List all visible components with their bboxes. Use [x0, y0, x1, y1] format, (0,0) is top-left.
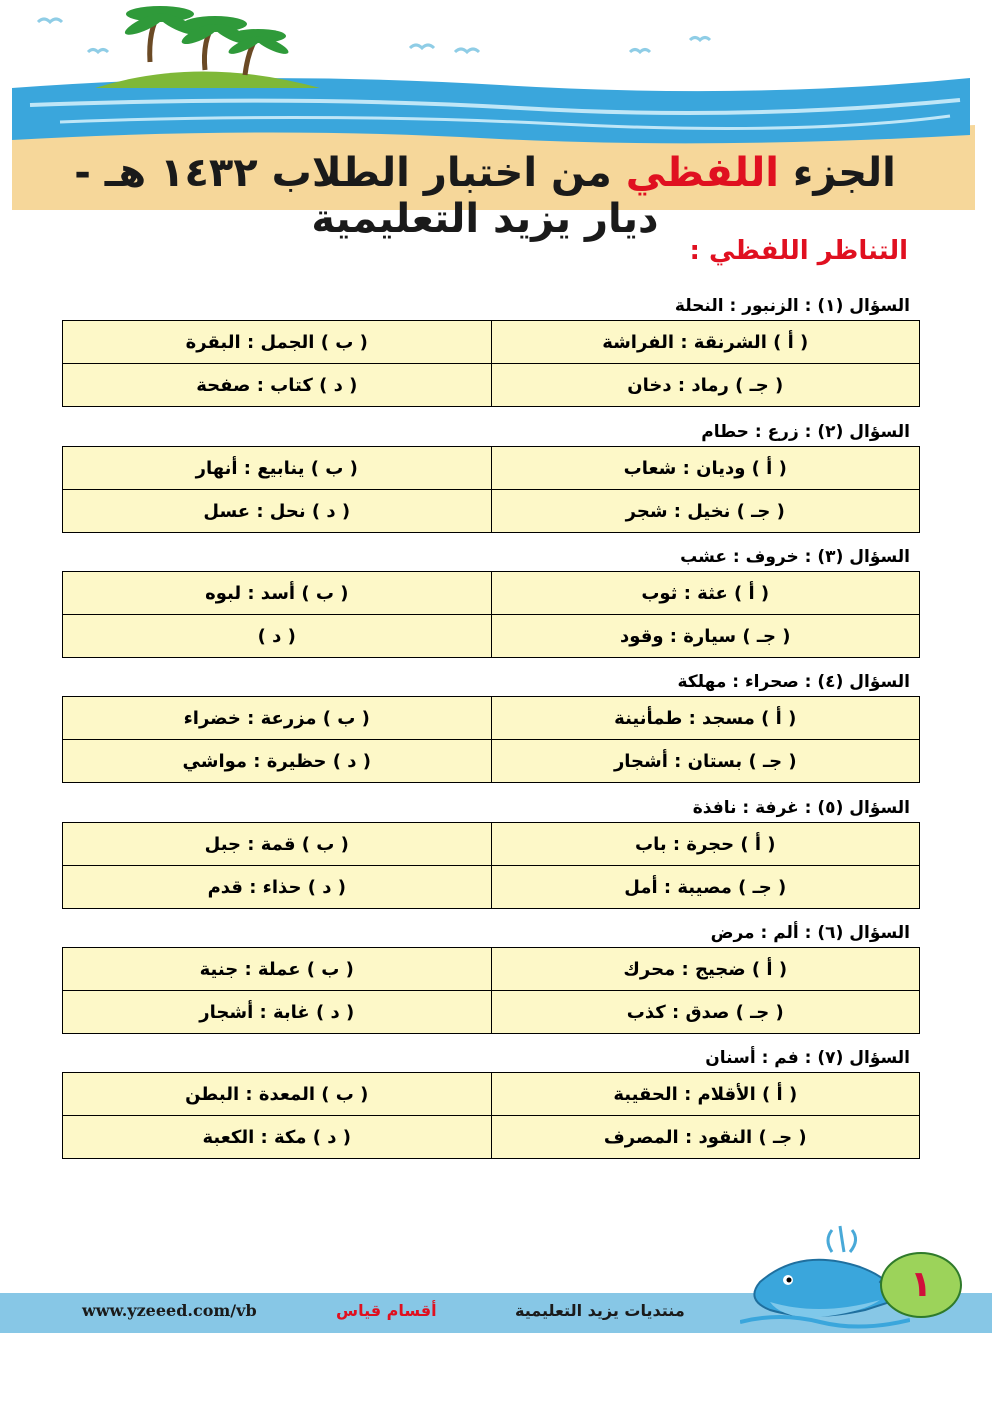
options-table: [62, 696, 920, 783]
question-label: السؤال (١) : الزنبور : النحلة: [674, 296, 910, 316]
title-highlight: اللفظي: [625, 150, 779, 196]
option-c[interactable]: ( جـ ) بستان : أشجار: [491, 740, 920, 783]
question-2: [62, 418, 920, 533]
question-4: [62, 668, 920, 783]
question-1: [62, 292, 920, 407]
question-7: [62, 1044, 920, 1159]
question-6: [62, 919, 920, 1034]
options-table: [62, 822, 920, 909]
option-a[interactable]: ( أ ) حجرة : باب: [491, 823, 920, 866]
question-label: السؤال (٦) : ألم : مرض: [710, 923, 910, 943]
option-a[interactable]: ( أ ) عثة : ثوب: [491, 572, 920, 615]
option-c[interactable]: ( جـ ) النقود : المصرف: [491, 1116, 920, 1159]
options-table: [62, 446, 920, 533]
option-c[interactable]: ( جـ ) رماد : دخان: [491, 364, 920, 407]
question-3: [62, 543, 920, 658]
option-a[interactable]: ( أ ) ضجيج : محرك: [491, 948, 920, 991]
options-table: [62, 320, 920, 407]
option-d[interactable]: ( د ) نحل : عسل: [63, 490, 492, 533]
option-b[interactable]: ( ب ) قمة : جبل: [63, 823, 492, 866]
option-b[interactable]: ( ب ) أسد : لبوه: [63, 572, 492, 615]
option-b[interactable]: ( ب ) ينابيع : أنهار: [63, 447, 492, 490]
question-label: السؤال (٣) : خروف : عشب: [680, 547, 910, 567]
option-a[interactable]: ( أ ) وديان : شعاب: [491, 447, 920, 490]
option-b[interactable]: ( ب ) الجمل : البقرة: [63, 321, 492, 364]
page-title: الجزء اللفظي من اختبار الطلاب ١٤٣٢ هـ - ديار يزيد التعليمية: [74, 150, 896, 242]
section-title: التناظر اللفظي :: [689, 236, 908, 266]
option-c[interactable]: ( جـ ) نخيل : شجر: [491, 490, 920, 533]
option-a[interactable]: ( أ ) الشرنقة : الفراشة: [491, 321, 920, 364]
option-b[interactable]: ( ب ) عملة : جنية: [63, 948, 492, 991]
question-label: السؤال (٢) : زرع : حطام: [701, 422, 910, 442]
options-table: [62, 571, 920, 658]
option-c[interactable]: ( جـ ) صدق : كذب: [491, 991, 920, 1034]
option-b[interactable]: ( ب ) المعدة : البطن: [63, 1073, 492, 1116]
option-a[interactable]: ( أ ) الأقلام : الحقيبة: [491, 1073, 920, 1116]
footer-forum-name: منتديات يزيد التعليمية: [515, 1301, 685, 1320]
option-c[interactable]: ( جـ ) سيارة : وقود: [491, 615, 920, 658]
option-d[interactable]: ( د ) مكة : الكعبة: [63, 1116, 492, 1159]
option-d[interactable]: ( د ) كتاب : صفحة: [63, 364, 492, 407]
page-number-badge: ١: [880, 1252, 962, 1318]
option-d[interactable]: ( د ) غابة : أشجار: [63, 991, 492, 1034]
option-d[interactable]: ( د ) حظيرة : مواشي: [63, 740, 492, 783]
options-table: [62, 947, 920, 1034]
question-label: السؤال (٧) : فم : أسنان: [705, 1048, 910, 1068]
footer-sections-link[interactable]: أقسام قياس: [336, 1301, 437, 1320]
option-d[interactable]: ( د ): [63, 615, 492, 658]
question-5: [62, 794, 920, 909]
footer-url-link[interactable]: www.yzeeed.com/vb: [82, 1301, 257, 1320]
option-a[interactable]: ( أ ) مسجد : طمأنينة: [491, 697, 920, 740]
option-b[interactable]: ( ب ) مزرعة : خضراء: [63, 697, 492, 740]
header-banner: [0, 0, 992, 242]
question-label: السؤال (٤) : صحراء : مهلكة: [677, 672, 910, 692]
option-d[interactable]: ( د ) حذاء : قدم: [63, 866, 492, 909]
question-label: السؤال (٥) : غرفة : نافذة: [692, 798, 910, 818]
options-table: [62, 1072, 920, 1159]
option-c[interactable]: ( جـ ) مصيبة : أمل: [491, 866, 920, 909]
